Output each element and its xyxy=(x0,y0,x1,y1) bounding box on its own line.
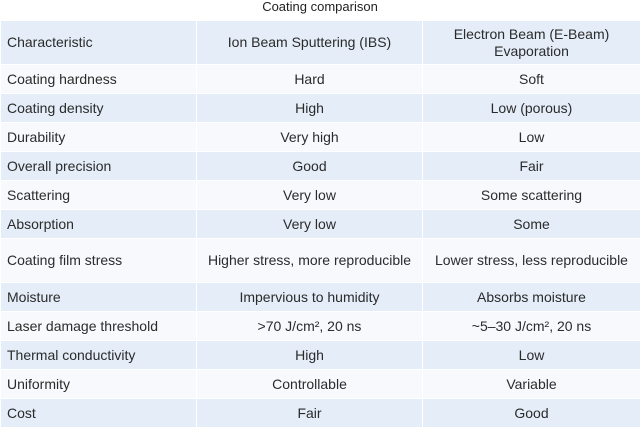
table-row xyxy=(1,239,640,283)
row-ibs-value: High xyxy=(197,341,423,370)
row-ibs-value: Very low xyxy=(197,210,423,239)
table-row xyxy=(1,94,640,123)
table-row xyxy=(1,210,640,239)
row-characteristic: Scattering xyxy=(1,181,197,210)
row-ibs-value: Good xyxy=(197,152,423,181)
row-ebeam-value: Fair xyxy=(423,152,640,181)
header-ebeam: Electron Beam (E-Beam) Evaporation xyxy=(423,21,640,65)
row-ebeam-value: Good xyxy=(423,399,640,428)
row-ebeam-value: Some xyxy=(423,210,640,239)
row-ibs-value: Hard xyxy=(197,65,423,94)
table-row xyxy=(1,341,640,370)
row-ebeam-value: Low (porous) xyxy=(423,94,640,123)
row-characteristic: Absorption xyxy=(1,210,197,239)
table-row xyxy=(1,152,640,181)
row-characteristic: Laser damage threshold xyxy=(1,312,197,341)
coating-comparison-table xyxy=(0,20,640,428)
table-row xyxy=(1,65,640,94)
row-ibs-value: High xyxy=(197,94,423,123)
header-row xyxy=(1,21,640,65)
row-ebeam-value: Lower stress, less reproducible xyxy=(423,239,640,283)
table-row xyxy=(1,283,640,312)
row-ebeam-value: Low xyxy=(423,341,640,370)
row-characteristic: Coating density xyxy=(1,94,197,123)
row-characteristic: Uniformity xyxy=(1,370,197,399)
header-ibs: Ion Beam Sputtering (IBS) xyxy=(197,21,423,65)
row-characteristic: Overall precision xyxy=(1,152,197,181)
row-ibs-value: Very low xyxy=(197,181,423,210)
row-ibs-value: Fair xyxy=(197,399,423,428)
row-ibs-value: Controllable xyxy=(197,370,423,399)
row-ibs-value: >70 J/cm², 20 ns xyxy=(197,312,423,341)
row-ebeam-value: Absorbs moisture xyxy=(423,283,640,312)
table-row xyxy=(1,181,640,210)
table-caption: Coating comparison xyxy=(262,0,378,14)
row-ebeam-value: Low xyxy=(423,123,640,152)
row-ebeam-value: Soft xyxy=(423,65,640,94)
header-characteristic: Characteristic xyxy=(1,21,197,65)
row-ibs-value: Higher stress, more reproducible xyxy=(197,239,423,283)
table-row xyxy=(1,123,640,152)
row-ibs-value: Very high xyxy=(197,123,423,152)
row-ibs-value: Impervious to humidity xyxy=(197,283,423,312)
row-characteristic: Coating hardness xyxy=(1,65,197,94)
row-characteristic: Moisture xyxy=(1,283,197,312)
row-characteristic: Cost xyxy=(1,399,197,428)
row-ebeam-value: Some scattering xyxy=(423,181,640,210)
row-characteristic: Coating film stress xyxy=(1,239,197,283)
row-characteristic: Durability xyxy=(1,123,197,152)
row-ebeam-value: ~5–30 J/cm², 20 ns xyxy=(423,312,640,341)
table-row xyxy=(1,312,640,341)
table-row xyxy=(1,370,640,399)
row-characteristic: Thermal conductivity xyxy=(1,341,197,370)
table-row xyxy=(1,399,640,428)
row-ebeam-value: Variable xyxy=(423,370,640,399)
